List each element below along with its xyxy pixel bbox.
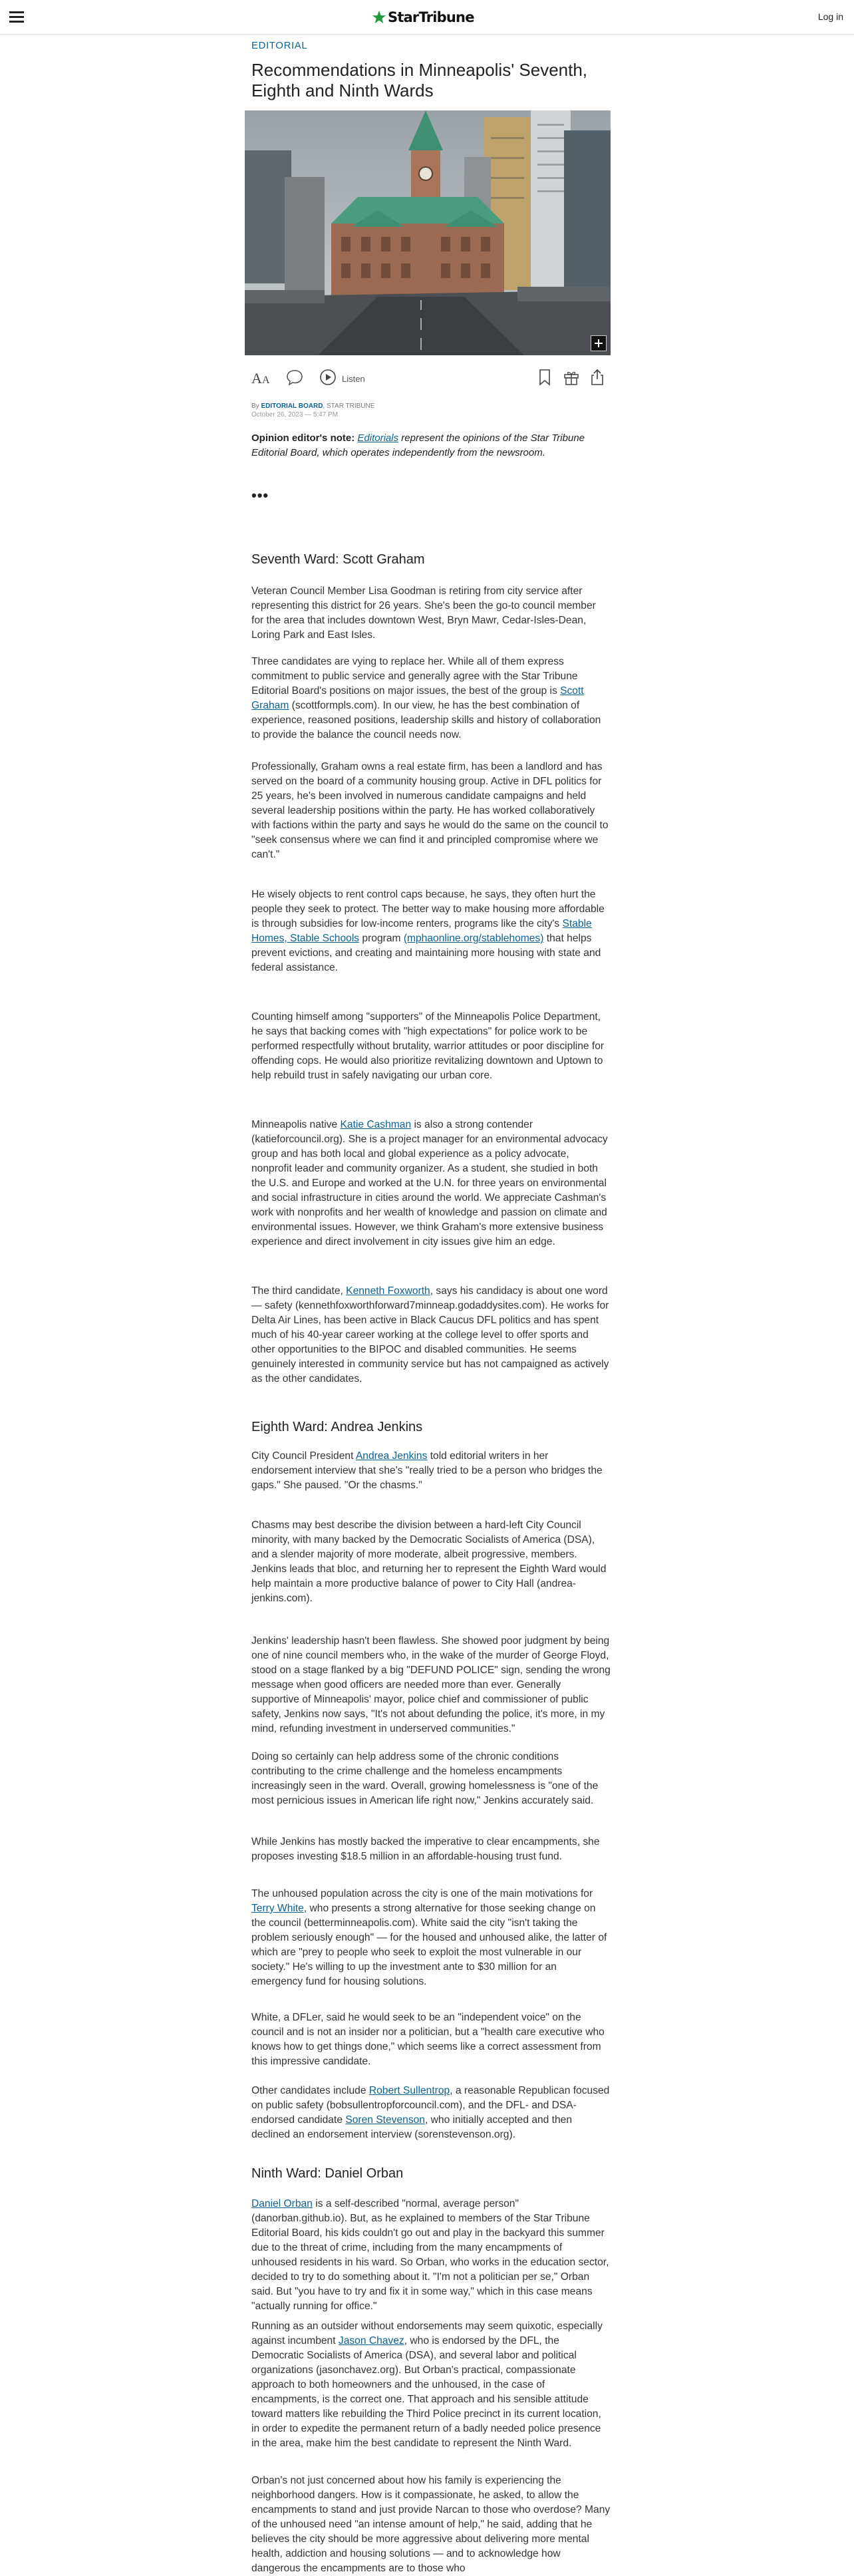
play-circle-icon bbox=[319, 369, 337, 386]
login-link[interactable]: Log in bbox=[817, 11, 843, 22]
text-span: Running as an outsider without endorsements may seem quixotic, especially against incumbent bbox=[251, 2321, 603, 2346]
hamburger-menu-icon[interactable] bbox=[9, 9, 24, 24]
section-label[interactable]: EDITORIAL bbox=[251, 40, 308, 51]
paragraph: Counting himself among "supporters" of the Minneapolis Police Department, he says that backing comes with "high expectations" for police work to be performed respectfully without brutality, warrior attitudes or poor discipline for offending cops. He would also prioritize revitalizing downtown and Uptown to help rebuild trust in safely navigating our urban core. bbox=[251, 1011, 605, 1081]
stable-homes-link[interactable]: Stable Homes, Stable Schools bbox=[251, 918, 592, 944]
text-span: , says his candidacy is about one word — safety (kennethfoxworthforward7minneap.godaddysites.com). He works for Delta Air Lines, has been active in Black Caucus DFL politics and has spent much of his 40-year career working at the college level to offer sports and other opportunities to the BIPOC and disabled communities. He seems genuinely interested in community service but has not campaigned as actively as the other candidates. bbox=[251, 1285, 609, 1384]
candidate-link-robert-sullentrop[interactable]: Robert Sullentrop bbox=[368, 2085, 450, 2096]
candidate-link-kenneth-foxworth[interactable]: Kenneth Foxworth bbox=[346, 1285, 430, 1297]
section-heading-seventh-ward: Seventh Ward: Scott Graham bbox=[251, 552, 425, 567]
text-span: Minneapolis native bbox=[251, 1119, 341, 1130]
note-label: Opinion editor's note: bbox=[251, 432, 355, 444]
candidate-link-scott-graham[interactable]: Scott Graham bbox=[251, 685, 584, 711]
paragraph bbox=[251, 2319, 611, 2451]
gift-article-button[interactable] bbox=[563, 369, 580, 386]
paragraph: Orban's not just concerned about how his family is experiencing the neighborhood dangers. How is it compassionate, he asked, to allow the encampments to stand and just provide Narcan to those who overdose? Many of the unhoused need "an intense amount of help," he said, adding that he believes the city should be more aggressive about delivering more mental health, addiction and housing solutions — and to acknowledge how dangerous the encampments are to those who bbox=[251, 2475, 611, 2574]
article-toolbar bbox=[251, 366, 611, 387]
candidate-link-soren-stevenson[interactable]: Soren Stevenson bbox=[345, 2114, 425, 2126]
text-span: , who presents a strong alternative for those seeking change on the council (betterminneapolis.com). White said the city "isn't taking the problem seriously enough" — for the housed and unhoused alike, the latter of which are "prey to people who seek to exploit the most vulnerable in our society." He's willing to up the investment ante to $30 million for an emergency fund for housing solutions. bbox=[251, 1903, 607, 1987]
share-icon bbox=[589, 369, 605, 386]
text-span: Other candidates include bbox=[251, 2085, 369, 2096]
paragraph: While Jenkins has mostly backed the imperative to clear encampments, she proposes investing $18.5 million in an affordable-housing trust fund. bbox=[251, 1836, 600, 1862]
text-span: The third candidate, bbox=[251, 1285, 347, 1297]
paragraph bbox=[251, 1449, 611, 1493]
byline-outlet: STAR TRIBUNE bbox=[326, 402, 375, 410]
font-size-button[interactable] bbox=[251, 369, 274, 386]
svg-text:A: A bbox=[262, 375, 270, 386]
text-span: that helps prevent evictions, and creating and maintaining more housing with state and federal assistance. bbox=[251, 933, 601, 973]
editorials-link[interactable]: Editorials bbox=[357, 432, 399, 444]
paragraph bbox=[251, 2084, 611, 2142]
candidate-link-andrea-jenkins[interactable]: Andrea Jenkins bbox=[355, 1450, 428, 1462]
text-span: told editorial writers in her endorsement interview that she's "really tried to be a person who bridges the gaps." She paused. "Or the chasms." bbox=[251, 1450, 603, 1491]
comment-icon bbox=[286, 369, 303, 386]
text-span: , who initially accepted and then declined an endorsement interview (sorenstevenson.org). bbox=[251, 2114, 573, 2140]
section-heading-ninth-ward: Ninth Ward: Daniel Orban bbox=[251, 2166, 404, 2181]
byline-separator: , bbox=[323, 402, 327, 410]
paragraph: Veteran Council Member Lisa Goodman is retiring from city service after representing this district for 26 years. She's been the go-to council member for the area that includes downtown West, Bryn Mawr, Cedar-Isles-Dean, Loring Park and East Isles. bbox=[251, 585, 596, 641]
paragraph bbox=[251, 1118, 611, 1249]
candidate-link-katie-cashman[interactable]: Katie Cashman bbox=[340, 1119, 412, 1130]
text-span: is a self-described "normal, average person" (danorban.github.io). But, as he explained to members of the Star Tribune Editorial Board, his kids couldn't go out and play in the backyard this summer due to the threat of crime, including from the many encampments of unhoused residents in his ward. So Orban, who works in the education sector, decided to try to do something about it. "I'm not a politician per se," Orban said. But "you have to try and fix it in some way," which in this case means "actually running for office." bbox=[251, 2198, 609, 2312]
site-logo-text: StarTribune bbox=[388, 9, 474, 25]
candidate-link-terry-white[interactable]: Terry White bbox=[251, 1903, 304, 1914]
note-text: represent the opinions of the Star Tribune Editorial Board, which operates independently from the newsroom. bbox=[251, 432, 585, 458]
opinion-editor-note bbox=[251, 431, 611, 460]
section-divider: ••• bbox=[251, 487, 269, 504]
text-span: Three candidates are vying to replace her. While all of them express commitment to public service and generally agree with the Star Tribune Editorial Board's positions on major issues, the best of the group is bbox=[251, 656, 578, 697]
listen-button[interactable] bbox=[319, 369, 337, 386]
city-hall-photo bbox=[245, 110, 611, 355]
top-navigation-bar bbox=[0, 0, 854, 35]
paragraph bbox=[251, 1887, 611, 1989]
text-span: (scottformpls.com). In our view, he has the best combination of experience, reasoned positions, leadership skills and history of collaboration to provide the balance the council needs now. bbox=[251, 700, 601, 740]
candidate-link-jason-chavez[interactable]: Jason Chavez bbox=[338, 2335, 404, 2346]
paragraph: Professionally, Graham owns a real estate firm, has been a landlord and has served on the board of a community housing group. Active in DFL politics for 25 years, he's been involved in numerous candidate campaigns and held several leadership positions within the party. He has worked collaboratively with factions within the party and says he would do the same on the council to "seek consensus where we can find it and principled compromise where we can't." bbox=[251, 761, 609, 860]
publish-date: October 26, 2023 — 5:47 PM bbox=[251, 411, 339, 418]
text-span: , who is endorsed by the DFL, the Democratic Socialists of America (DSA), and several labor and political organizations (jasonchavez.org). But Orban's practical, compassionate approach to both homeowners and the unhoused, in the case of encampments, is the correct one. That approach and his sensible attitude toward matters like rebuilding the Third Police precinct in its current location, in order to expedite the permanent return of a badly needed police presence in the area, make him the best candidate to represent the Ninth Ward. bbox=[251, 2335, 601, 2449]
bookmark-icon bbox=[537, 369, 552, 386]
paragraph bbox=[251, 887, 611, 975]
byline-author-link[interactable]: EDITORIAL BOARD bbox=[261, 402, 323, 410]
star-logo-icon bbox=[372, 10, 386, 25]
mphaonline-link[interactable]: (mphaonline.org/stablehomes) bbox=[403, 933, 544, 944]
text-span: is also a strong contender (katieforcouncil.org). She is a project manager for an environmental advocacy group and has both local and global experience as a policy advocate, nonprofit leader and community organizer. As a student, she studied in both the U.S. and Europe and worked at the U.N. for three years on environmental and social infrastructure in cities around the world. We appreciate Cashman's work with nonprofits and her wealth of knowledge and passion on climate and environmental issues. However, we think Graham's more extensive business experience and direct involvement in city issues give him an edge. bbox=[251, 1119, 608, 1247]
gift-icon bbox=[563, 369, 580, 386]
candidate-link-daniel-orban[interactable]: Daniel Orban bbox=[251, 2198, 313, 2209]
section-heading-eighth-ward: Eighth Ward: Andrea Jenkins bbox=[251, 1420, 423, 1434]
expand-image-button[interactable] bbox=[591, 335, 607, 351]
paragraph: Jenkins' leadership hasn't been flawless. She showed poor judgment by being one of nine council members who, in the wake of the murder of George Floyd, stood on a stage flanked by a big "DEFUND POLICE" sign, sending the wrong message when good officers are needed more than ever. Generally supportive of Minneapolis' mayor, police chief and commissioner of public safety, Jenkins now says, "It's not about defunding the police, it's more, in my mind, refunding investment in underserved communities." bbox=[251, 1635, 611, 1734]
byline-by: By bbox=[251, 402, 259, 410]
text-span: City Council President bbox=[251, 1450, 356, 1462]
svg-text:A: A bbox=[251, 370, 262, 386]
paragraph bbox=[251, 1284, 611, 1386]
paragraph: White, a DFLer, said he would seek to be an "independent voice" on the council and is not an insider nor a politician, but a "health care executive who knows how to get things done," which seems like a correct assessment from this impressive candidate. bbox=[251, 2012, 605, 2067]
listen-label[interactable]: Listen bbox=[342, 374, 365, 384]
byline bbox=[251, 402, 374, 419]
text-span: He wisely objects to rent control caps because, he says, they often hurt the people they seek to protect. The better way to make housing more affordable is through subsidies for low-income renters, programs like the city's bbox=[251, 889, 605, 929]
text-span: program bbox=[359, 933, 404, 944]
share-button[interactable] bbox=[589, 369, 605, 386]
article-headline: Recommendations in Minneapolis' Seventh, Eighth and Ninth Wards bbox=[251, 60, 588, 100]
text-span: The unhoused population across the city is one of the main motivations for bbox=[251, 1888, 593, 1899]
text-size-icon bbox=[251, 369, 274, 386]
hero-image[interactable] bbox=[245, 110, 611, 355]
site-logo[interactable] bbox=[372, 8, 474, 27]
paragraph: Doing so certainly can help address some of the chronic conditions contributing to the crime challenge and the homeless encampments increasingly seen in the ward. Overall, growing homelessness is "one of the most pernicious issues in American life right now," Jenkins accurately said. bbox=[251, 1751, 599, 1806]
paragraph bbox=[251, 655, 611, 742]
paragraph: Chasms may best describe the division between a hard-left City Council minority, with many backed by the Democratic Socialists of America (DSA), and a slender majority of more moderate, albeit progressive, members. Jenkins leads that bloc, and returning her to represent the Eighth Ward would help maintain a more productive balance of power to City Hall (andrea-jenkins.com). bbox=[251, 1520, 607, 1604]
comments-button[interactable] bbox=[286, 369, 303, 386]
bookmark-button[interactable] bbox=[537, 369, 552, 386]
paragraph bbox=[251, 2197, 611, 2314]
text-span: , a reasonable Republican focused on public safety (bobsullentropforcouncil.com), and the DFL- and DSA-endorsed candidate bbox=[251, 2085, 610, 2126]
